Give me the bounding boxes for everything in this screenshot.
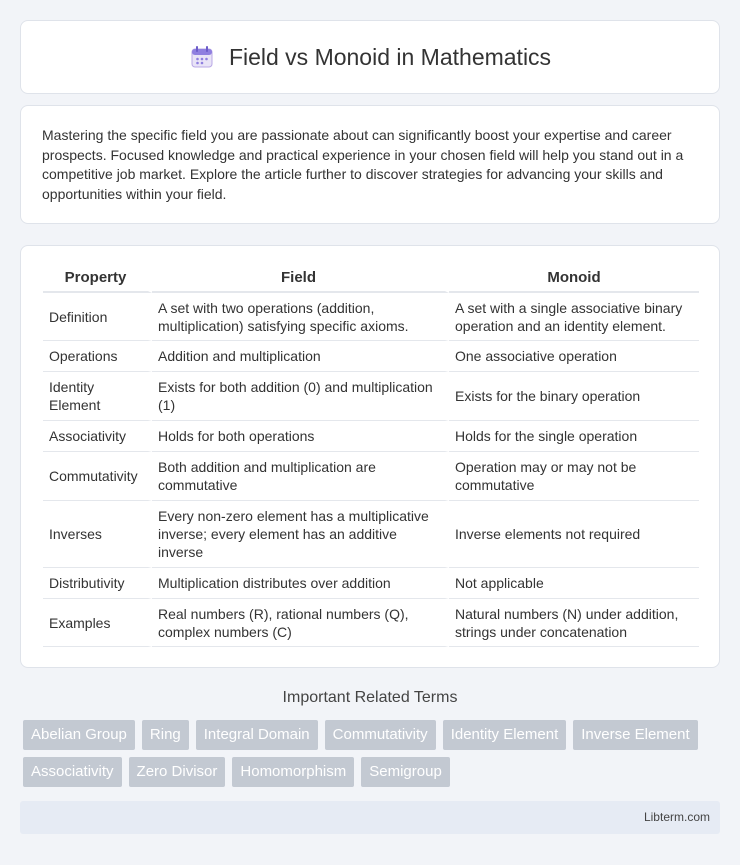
- tag-ring[interactable]: Ring: [142, 720, 189, 750]
- comparison-table-card: [20, 245, 720, 668]
- title-card: [20, 20, 720, 94]
- table-row: [43, 501, 699, 568]
- page-title: Field vs Monoid in Mathematics: [228, 43, 552, 70]
- row-monoid-value: Exists for the binary operation: [449, 372, 699, 421]
- row-field-value: Every non-zero element has a multiplicative inverse; every element has an additive inverse: [152, 501, 449, 568]
- row-property: Commutativity: [43, 452, 152, 501]
- row-property: Examples: [43, 599, 152, 647]
- tag-homomorphism[interactable]: Homomorphism: [232, 757, 354, 787]
- row-monoid-value: Not applicable: [449, 568, 699, 599]
- row-monoid-value: A set with a single associative binary operation and an identity element.: [449, 293, 699, 341]
- related-terms-heading: Important Related Terms: [282, 689, 458, 706]
- row-property: Identity Element: [43, 372, 152, 421]
- row-monoid-value: Inverse elements not required: [449, 501, 699, 568]
- table-row: [43, 599, 699, 647]
- table-header-row: [43, 266, 699, 293]
- row-field-value: Exists for both addition (0) and multiplication (1): [152, 372, 449, 421]
- tag-integral-domain[interactable]: Integral Domain: [196, 720, 318, 750]
- table-row: [43, 341, 699, 372]
- tag-zero-divisor[interactable]: Zero Divisor: [129, 757, 226, 787]
- tag-identity-element[interactable]: Identity Element: [443, 720, 567, 750]
- row-monoid-value: One associative operation: [449, 341, 699, 372]
- row-field-value: Multiplication distributes over addition: [152, 568, 449, 599]
- footer-site-link[interactable]: Libterm.com: [643, 810, 710, 824]
- intro-text: Mastering the specific field you are passionate about can significantly boost your expertise and career prospects. Focused knowledge and practical experience in your chosen field will help you stand out in a competitive job market. Explore the article further to discover strategies for advancing your skills and opportunities within your field.: [42, 127, 684, 202]
- table-row: [43, 452, 699, 501]
- header-field: Field: [152, 266, 449, 293]
- table-row: [43, 568, 699, 599]
- header-property: Property: [43, 266, 152, 293]
- row-field-value: Holds for both operations: [152, 421, 449, 452]
- table-row: [43, 421, 699, 452]
- comparison-table: [43, 266, 699, 647]
- row-monoid-value: Operation may or may not be commutative: [449, 452, 699, 501]
- row-field-value: A set with two operations (addition, multiplication) satisfying specific axioms.: [152, 293, 449, 341]
- row-property: Associativity: [43, 421, 152, 452]
- table-row: [43, 372, 699, 421]
- row-property: Inverses: [43, 501, 152, 568]
- tag-abelian-group[interactable]: Abelian Group: [23, 720, 135, 750]
- row-property: Distributivity: [43, 568, 152, 599]
- row-monoid-value: Holds for the single operation: [449, 421, 699, 452]
- header-monoid: Monoid: [449, 266, 699, 293]
- calendar-icon: [189, 44, 215, 70]
- row-field-value: Both addition and multiplication are commutative: [152, 452, 449, 501]
- tag-associativity[interactable]: Associativity: [23, 757, 122, 787]
- row-property: Operations: [43, 341, 152, 372]
- row-field-value: Real numbers (R), rational numbers (Q), complex numbers (C): [152, 599, 449, 647]
- related-terms-list: [23, 720, 723, 787]
- intro-card: [20, 105, 720, 224]
- row-monoid-value: Natural numbers (N) under addition, strings under concatenation: [449, 599, 699, 647]
- row-property: Definition: [43, 293, 152, 341]
- tag-commutativity[interactable]: Commutativity: [325, 720, 436, 750]
- footer: [20, 801, 720, 834]
- tag-semigroup[interactable]: Semigroup: [361, 757, 450, 787]
- table-row: [43, 293, 699, 341]
- row-field-value: Addition and multiplication: [152, 341, 449, 372]
- tag-inverse-element[interactable]: Inverse Element: [573, 720, 697, 750]
